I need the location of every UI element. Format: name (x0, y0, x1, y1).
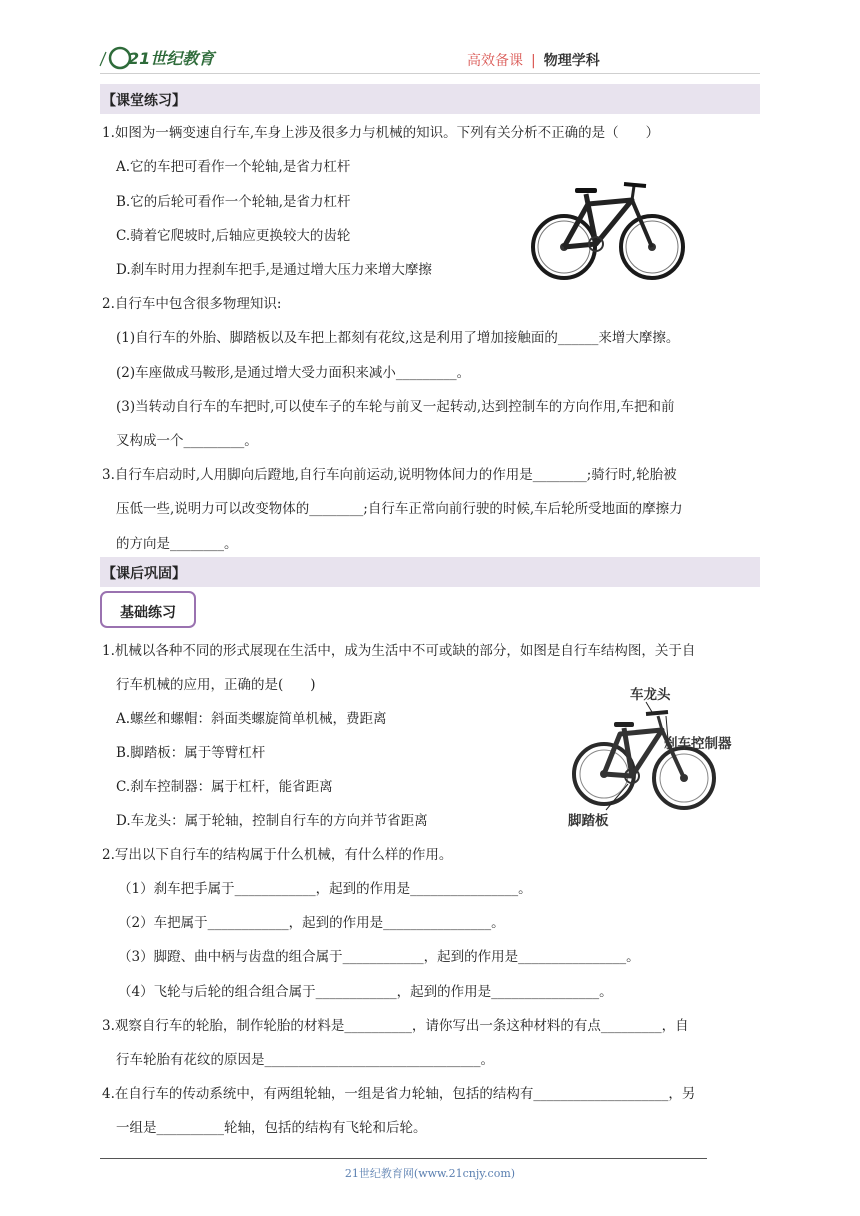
question-line: 3.观察自行车的轮胎，制作轮胎的材料是__________，请你写出一条这种材料的有点_________，自 (102, 1018, 689, 1034)
option-line: A.它的车把可看作一个轮轴,是省力杠杆 (116, 159, 351, 175)
question-line: 2.自行车中包含很多物理知识: (102, 296, 282, 312)
question-line: 4.在自行车的传动系统中，有两组轮轴，一组是省力轮轴，包括的结构有____________________，另 (102, 1086, 696, 1102)
question-line: （4）飞轮与后轮的组合组合属于____________，起到的作用是________________。 (118, 984, 613, 1000)
option-line: D.刹车时用力捏刹车把手,是通过增大压力来增大摩擦 (116, 262, 432, 278)
header-separator: | (531, 53, 536, 69)
header-divider (100, 73, 760, 74)
option-line: B.脚踏板：属于等臂杠杆 (116, 745, 266, 761)
question-line: 2.写出以下自行车的结构属于什么机械，有什么样的作用。 (102, 847, 453, 863)
logo-text: 21世纪教育 (128, 49, 215, 68)
question-line: 3.自行车启动时,人用脚向后蹬地,自行车向前运动,说明物体间力的作用是________;骑行时,轮胎被 (102, 467, 677, 483)
question-line: （3）脚蹬、曲中柄与齿盘的组合属于____________，起到的作用是________________。 (118, 949, 640, 965)
question-line: 的方向是________。 (116, 536, 238, 552)
question-line: 行车轮胎有花纹的原因是________________________________。 (116, 1052, 494, 1068)
footer-divider (100, 1158, 707, 1159)
option-line: A.螺丝和螺帽：斜面类螺旋简单机械，费距离 (116, 711, 387, 727)
header-label-b: 物理学科 (543, 53, 600, 69)
logo (98, 44, 223, 72)
label-handlebar: 车龙头 (630, 687, 671, 703)
question-line: 1.机械以各种不同的形式展现在生活中，成为生活中不可或缺的部分，如图是自行车结构图，关于自 (102, 643, 696, 659)
bicycle-image (528, 172, 690, 284)
question-line: （2）车把属于____________，起到的作用是________________。 (118, 915, 505, 931)
question-line: (1)自行车的外胎、脚踏板以及车把上都刻有花纹,这是利用了增加接触面的______来增大摩擦。 (116, 330, 680, 346)
question-line: (3)当转动自行车的车把时,可以使车子的车轮与前叉一起转动,达到控制车的方向作用,车把和前 (116, 399, 675, 415)
question-line: 行车机械的应用，正确的是( ) (116, 677, 316, 693)
label-brake-controller: 刹车控制器 (664, 736, 732, 752)
option-line: C.骑着它爬坡时,后轴应更换较大的齿轮 (116, 228, 351, 244)
question-line: 一组是__________轮轴，包括的结构有飞轮和后轮。 (116, 1120, 427, 1136)
header-label-a: 高效备课 (467, 53, 523, 69)
header-subject (467, 50, 600, 70)
basic-practice-badge (100, 591, 196, 628)
question-line: (2)车座做成马鞍形,是通过增大受力面积来减小_________。 (116, 365, 471, 381)
option-line: B.它的后轮可看作一个轮轴,是省力杠杆 (116, 194, 351, 210)
section-title-classroom: 【课堂练习】 (102, 93, 186, 109)
footer-text: 21世纪教育网(www.21cnjy.com) (344, 1167, 516, 1180)
question-line: （1）刹车把手属于____________，起到的作用是________________。 (118, 881, 532, 897)
option-line: D.车龙头：属于轮轴，控制自行车的方向并节省距离 (116, 813, 428, 829)
question-line: 压低一些,说明力可以改变物体的________;自行车正常向前行驶的时候,车后轮所受地面的摩擦力 (116, 501, 683, 517)
option-line: C.刹车控制器：属于杠杆，能省距离 (116, 779, 333, 795)
section-band-review (100, 557, 760, 587)
question-line: 叉构成一个_________。 (116, 433, 258, 449)
section-band-classroom (100, 84, 760, 114)
section-title-review: 【课后巩固】 (102, 566, 186, 582)
bicycle-structure-diagram (566, 684, 752, 832)
label-pedal: 脚踏板 (568, 813, 609, 829)
basic-practice-label: 基础练习 (120, 605, 176, 621)
question-line: 1.如图为一辆变速自行车,车身上涉及很多力与机械的知识。下列有关分析不正确的是（ ） (102, 125, 660, 141)
